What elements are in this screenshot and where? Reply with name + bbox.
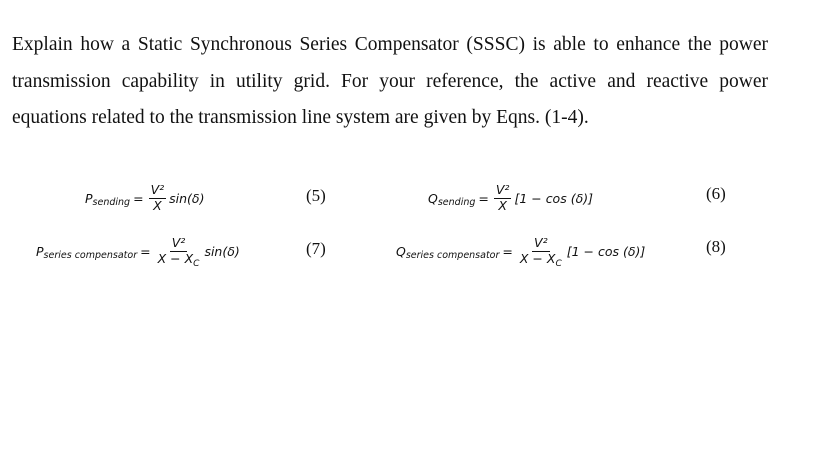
eq7-numerator: V² — [171, 235, 186, 250]
eq6-symbol: Q — [428, 190, 438, 206]
eq8-numerator: V² — [534, 235, 548, 250]
eq6-subscript: sending — [437, 196, 476, 208]
question-text: Explain how a Static Synchronous Series Compensator (SSSC) is able to enhance the power transmission capability in utility grid. For your reference, the active and reactive power equations related to the transmission line system are given by Eqns. (1-4). — [12, 34, 768, 128]
eq5-fraction — [149, 184, 167, 212]
eq7-subscript: series compensator — [43, 249, 138, 261]
eq5-number: (5) — [306, 186, 326, 205]
eq8-equals: = — [502, 243, 513, 259]
eq8-subscript: series compensator — [405, 249, 500, 261]
eq8-tail: [1 − cos (δ)] — [566, 243, 646, 259]
eq5-numerator: V² — [150, 182, 165, 197]
eq5-tail: sin(δ) — [169, 190, 205, 206]
eq8-symbol: Q — [396, 243, 406, 259]
eq5-equals: = — [133, 190, 144, 206]
eq8-number: (8) — [706, 237, 726, 256]
eq5-subscript: sending — [92, 196, 131, 208]
eq7-symbol: P — [36, 243, 44, 259]
eq7-denominator: $X - X_C$ — [157, 250, 200, 269]
eq6-tail: [1 − cos (δ)] — [514, 190, 593, 206]
eq6-numerator: V² — [495, 182, 510, 197]
eq7-equals: = — [140, 243, 151, 259]
eq6-denominator: X — [498, 197, 507, 213]
equation-5 — [85, 184, 204, 212]
eq8-fraction — [518, 235, 564, 269]
equation-6 — [428, 184, 593, 212]
eq7-fraction — [156, 235, 202, 269]
equation-7 — [36, 235, 240, 269]
equation-8 — [396, 235, 646, 269]
eq6-fraction — [494, 184, 512, 212]
eq7-tail: sin(δ) — [204, 243, 240, 259]
eq5-symbol: P — [85, 190, 93, 206]
eq6-number: (6) — [706, 184, 726, 203]
eq7-number: (7) — [306, 239, 326, 258]
eq5-denominator: X — [153, 197, 162, 213]
eq8-denominator: $X - X_C$ — [519, 250, 562, 269]
eq6-equals: = — [478, 190, 489, 206]
